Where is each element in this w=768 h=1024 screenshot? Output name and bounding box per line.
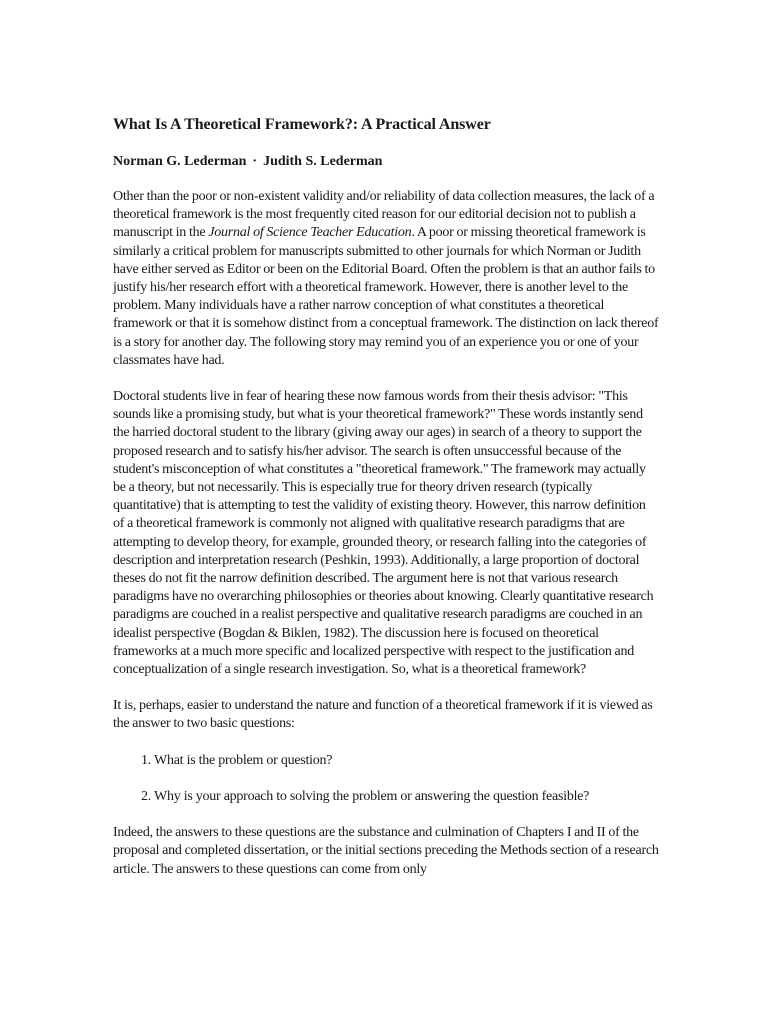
paragraph-basic-questions: It is, perhaps, easier to understand the nature and function of a theoretical framework if it is viewed as the answer to two basic questions: [113, 698, 653, 732]
list-item: 1. What is the problem or question? [141, 752, 333, 768]
questions-list [113, 752, 659, 806]
list-item: 2. Why is your approach to solving the problem or answering the question feasible? [141, 788, 590, 804]
paragraph-intro [113, 188, 659, 370]
paragraph-doctoral-students: Doctoral students live in fear of hearing these now famous words from their thesis advisor: "This sounds like a promising study, but what is your theoretical framework?" These words instantly send the harried doctoral student to the library (giving away our ages) in search of a theory to support the proposed research and to satisfy his/her advisor. The search is often unsuccessful because of the student's misconception of what constitutes a "theoretical framework." The framework may actually be a theory, but not necessarily. This is especially true for theory driven research (typically quantitative) that is attempting to test the validity of existing theory. However, this narrow definition of a theoretical framework is commonly not aligned with qualitative research paradigms that are attempting to develop theory, for example, grounded theory, or research falling into the categories of description and interpretation research (Peshkin, 1993). Additionally, a large proportion of doctoral theses do not fit the narrow definition described. The argument here is not that various research paradigms have no overarching philosophies or theories about knowing. Clearly quantitative research paradigms are couched in a realist perspective and qualitative research paradigms are couched in an idealist perspective (Bogdan & Biklen, 1982). The discussion here is focused on theoretical frameworks at a much more specific and localized perspective with respect to the justification and conceptualization of a single research investigation. So, what is a theoretical framework? [113, 389, 654, 678]
journal-name: Journal of Science Teacher Education [208, 225, 412, 241]
paragraph-text: . A poor or missing theoretical framework is similarly a critical problem for manuscripts submitted to other journals for which Norman or Judith have either served as Editor or been on the Editorial Board. Often the problem is that an author fails to justify his/her research effort with a theoretical framework. However, there is another level to the problem. Many individuals have a rather narrow conception of what constitutes a theoretical framework or that it is somehow distinct from a conceptual framework. The distinction on lack thereof is a story for another day. The following story may remind you of an experience you or one of your classmates have had. [113, 225, 659, 368]
author-separator: · [252, 154, 258, 169]
document-page [113, 114, 659, 897]
article-title: What Is A Theoretical Framework?: A Practical Answer [113, 116, 491, 133]
author-line [113, 152, 659, 172]
paragraph-answers: Indeed, the answers to these questions are the substance and culmination of Chapters I and II of the proposal and completed dissertation, or the initial sections preceding the Methods section of a research article. The answers to these questions can come from only [113, 825, 659, 877]
author-name: Judith S. Lederman [263, 154, 383, 169]
paragraph-text: Other than the poor or non-existent validity and/or reliability of data collection measures, the lack of a theoretical framework is the most frequently cited reason for our editorial decision not to publish a manuscript in the [113, 189, 655, 241]
author-name: Norman G. Lederman [113, 154, 247, 169]
